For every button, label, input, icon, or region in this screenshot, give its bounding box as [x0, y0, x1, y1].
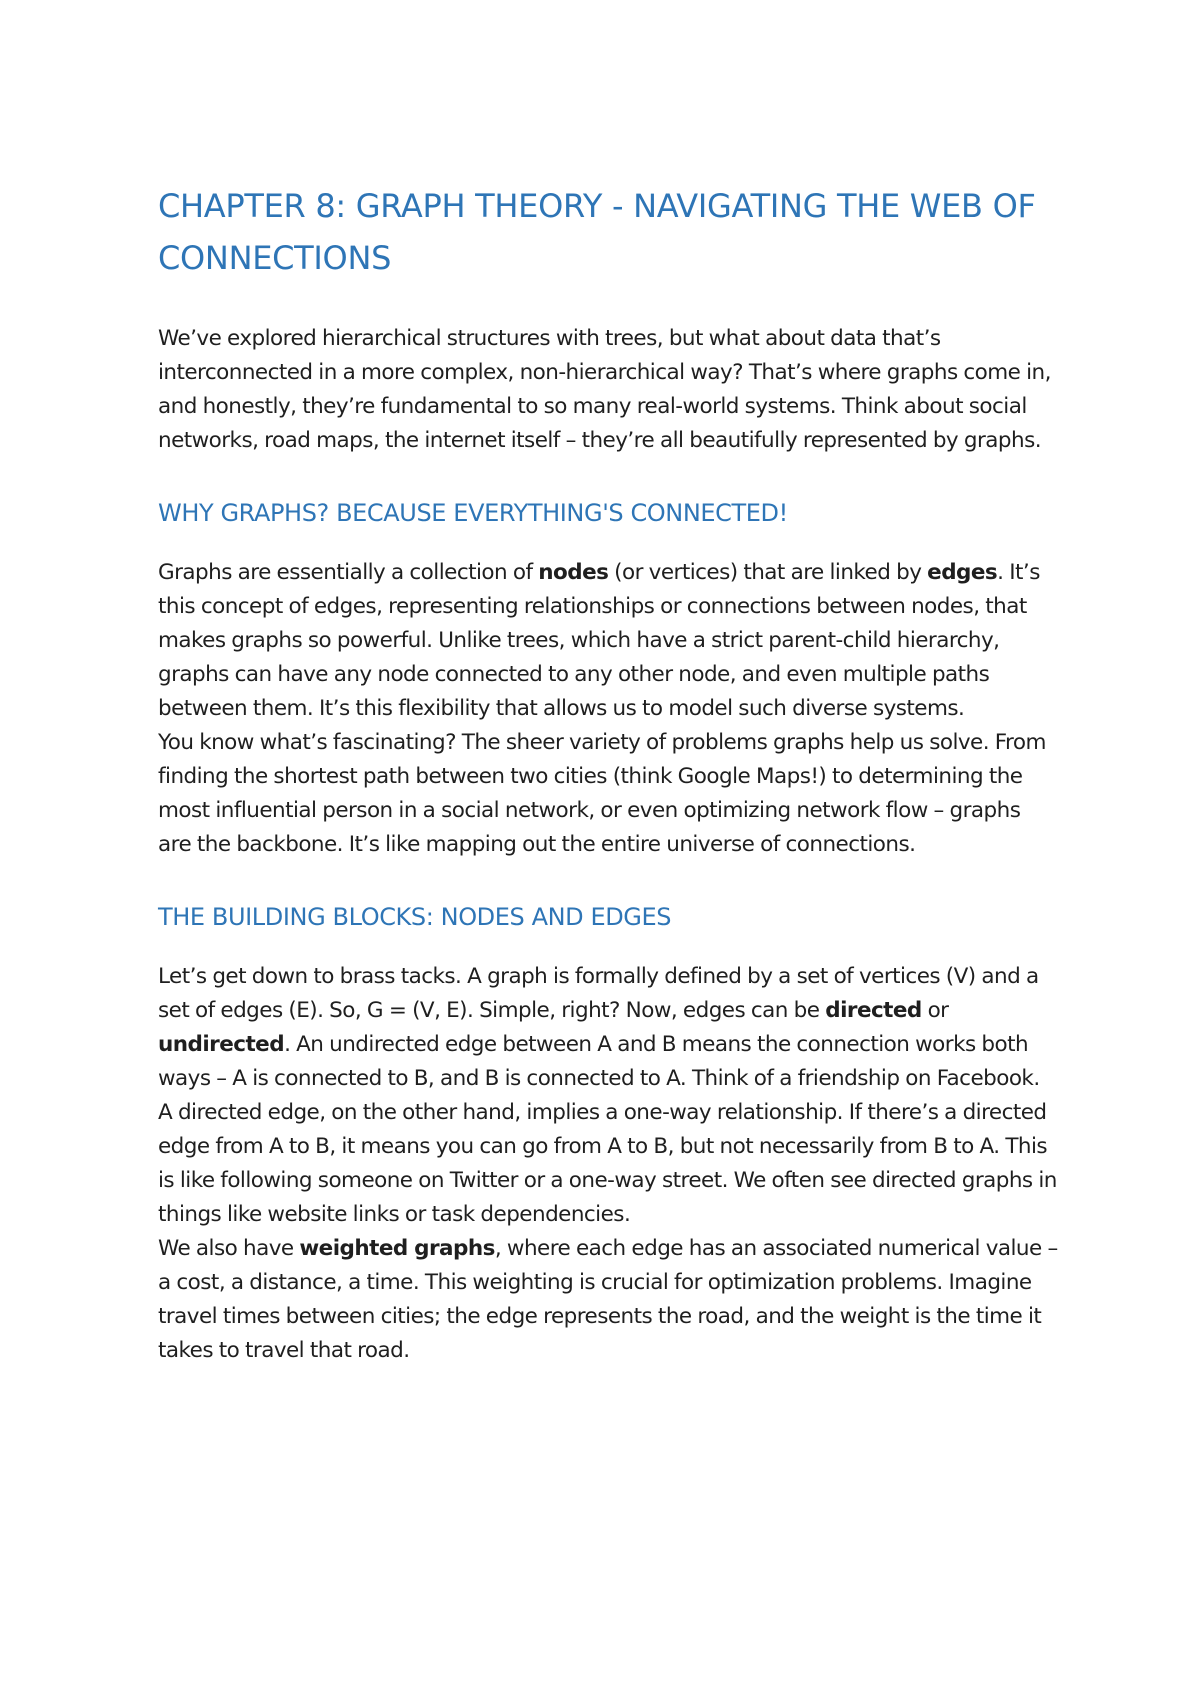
text-run: , where each edge has an associated numerical value – a cost, a distance, a time. This weighting is crucial for optimization problems. Imagine travel times between cities; the edge represents the road, and the weight is the time it takes to travel that road.: [158, 1236, 1058, 1363]
bold-term-nodes: nodes: [538, 560, 609, 585]
text-run: (or vertices) that are linked by: [608, 560, 928, 585]
paragraph-directed-undirected: [158, 960, 1058, 1096]
paragraph-nodes-edges: [158, 556, 1058, 726]
text-run: Let’s get down to brass tacks. A graph is formally defined by a set of vertices (V) and a set of edges (E). So, G = (V, E). Simple, right? Now, edges can be: [158, 964, 1039, 1023]
paragraph-weighted-graphs: [158, 1232, 1058, 1368]
text-run: We also have: [158, 1236, 300, 1261]
bold-term-weighted-graphs: weighted graphs: [299, 1236, 495, 1261]
text-run: . It’s this concept of edges, representing relationships or connections between nodes, that makes graphs so powerful. Unlike trees, which have a strict parent-child hierarchy, graphs can have any node connected to any other node, and even multiple paths between them. It’s this flexibility that allows us to model such diverse systems.: [158, 560, 1040, 721]
paragraph-directed-edge: A directed edge, on the other hand, implies a one-way relationship. If there’s a directed edge from A to B, it means you can go from A to B, but not necessarily from B to A. This is like following someone on Twitter or a one-way street. We often see directed graphs in things like website links or task dependencies.: [158, 1100, 1057, 1227]
section-heading-building-blocks: THE BUILDING BLOCKS: NODES AND EDGES: [158, 903, 672, 931]
document-page: [158, 180, 1058, 1368]
text-run: or: [921, 998, 949, 1023]
text-run: . An undirected edge between A and B means the connection works both ways – A is connected to B, and B is connected to A. Think of a friendship on Facebook.: [158, 1032, 1040, 1091]
text-run: Graphs are essentially a collection of: [158, 560, 539, 585]
intro-paragraph: We’ve explored hierarchical structures with trees, but what about data that’s interconnected in a more complex, non-hierarchical way? That’s where graphs come in, and honestly, they’re fundamental to so many real-world systems. Think about social networks, road maps, the internet itself – they’re all beautifully represented by graphs.: [158, 326, 1051, 453]
paragraph-variety-of-problems: You know what’s fascinating? The sheer variety of problems graphs help us solve. From finding the shortest path between two cities (think Google Maps!) to determining the most influential person in a social network, or even optimizing network flow – graphs are the backbone. It’s like mapping out the entire universe of connections.: [158, 730, 1046, 857]
bold-term-undirected: undirected: [158, 1032, 285, 1057]
bold-term-directed: directed: [825, 998, 922, 1023]
chapter-title: CHAPTER 8: GRAPH THEORY - NAVIGATING THE WEB OF CONNECTIONS: [158, 187, 1036, 277]
bold-term-edges: edges: [927, 560, 998, 585]
section-heading-why-graphs: WHY GRAPHS? BECAUSE EVERYTHING'S CONNECTED!: [158, 499, 788, 527]
